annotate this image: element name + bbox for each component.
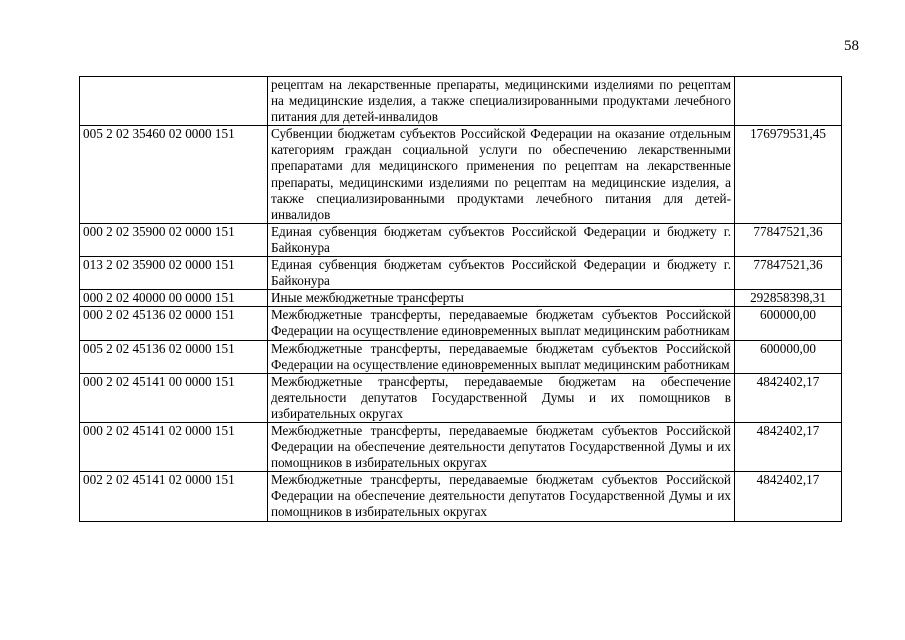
row-code: 005 2 02 45136 02 0000 151 — [80, 340, 268, 373]
row-amount: 4842402,17 — [735, 422, 842, 471]
table-row — [80, 472, 842, 521]
row-name: Межбюджетные трансферты, передаваемые бюджетам на обеспечение деятельности депутатов Государственной Думы и их помощников в избирательных округах — [268, 373, 735, 422]
row-name: Единая субвенция бюджетам субъектов Российской Федерации и бюджету г. Байконура — [268, 223, 735, 256]
row-code: 000 2 02 45136 02 0000 151 — [80, 307, 268, 340]
row-amount: 600000,00 — [735, 307, 842, 340]
table-row — [80, 340, 842, 373]
row-name: Единая субвенция бюджетам субъектов Российской Федерации и бюджету г. Байконура — [268, 257, 735, 290]
row-name: Межбюджетные трансферты, передаваемые бюджетам субъектов Российской Федерации на осуществление единовременных выплат медицинским работникам — [268, 340, 735, 373]
row-name: Межбюджетные трансферты, передаваемые бюджетам субъектов Российской Федерации на осуществление единовременных выплат медицинским работникам — [268, 307, 735, 340]
table-row — [80, 290, 842, 307]
row-code — [80, 77, 268, 126]
row-amount: 77847521,36 — [735, 257, 842, 290]
row-amount: 77847521,36 — [735, 223, 842, 256]
row-amount: 176979531,45 — [735, 126, 842, 224]
table-row — [80, 77, 842, 126]
budget-table — [79, 76, 842, 522]
row-code: 013 2 02 35900 02 0000 151 — [80, 257, 268, 290]
table-row — [80, 126, 842, 224]
row-amount: 4842402,17 — [735, 472, 842, 521]
row-amount — [735, 77, 842, 126]
row-code: 000 2 02 45141 02 0000 151 — [80, 422, 268, 471]
page-number: 58 — [844, 38, 859, 54]
row-code: 000 2 02 40000 00 0000 151 — [80, 290, 268, 307]
row-name: Иные межбюджетные трансферты — [268, 290, 735, 307]
row-code: 005 2 02 35460 02 0000 151 — [80, 126, 268, 224]
table-row — [80, 307, 842, 340]
row-code: 000 2 02 35900 02 0000 151 — [80, 223, 268, 256]
row-name: Межбюджетные трансферты, передаваемые бюджетам субъектов Российской Федерации на обеспечение деятельности депутатов Государственной Думы и их помощников в избирательных округах — [268, 472, 735, 521]
table-row — [80, 422, 842, 471]
table-row — [80, 257, 842, 290]
row-name: Субвенции бюджетам субъектов Российской Федерации на оказание отдельным категориям граждан социальной услуги по обеспечению лекарственными препаратами для медицинского применения по рецептам на лекарственные препараты, медицинскими изделиями по рецептам на медицинские изделия, а также специализированными продуктами лечебного питания для детей-инвалидов — [268, 126, 735, 224]
row-name: Межбюджетные трансферты, передаваемые бюджетам субъектов Российской Федерации на обеспечение деятельности депутатов Государственной Думы и их помощников в избирательных округах — [268, 422, 735, 471]
row-code: 000 2 02 45141 00 0000 151 — [80, 373, 268, 422]
row-amount: 4842402,17 — [735, 373, 842, 422]
row-code: 002 2 02 45141 02 0000 151 — [80, 472, 268, 521]
row-name: рецептам на лекарственные препараты, медицинскими изделиями по рецептам на медицинские изделия, а также специализированными продуктами лечебного питания для детей-инвалидов — [268, 77, 735, 126]
table-row — [80, 223, 842, 256]
row-amount: 600000,00 — [735, 340, 842, 373]
table-row — [80, 373, 842, 422]
row-amount: 292858398,31 — [735, 290, 842, 307]
